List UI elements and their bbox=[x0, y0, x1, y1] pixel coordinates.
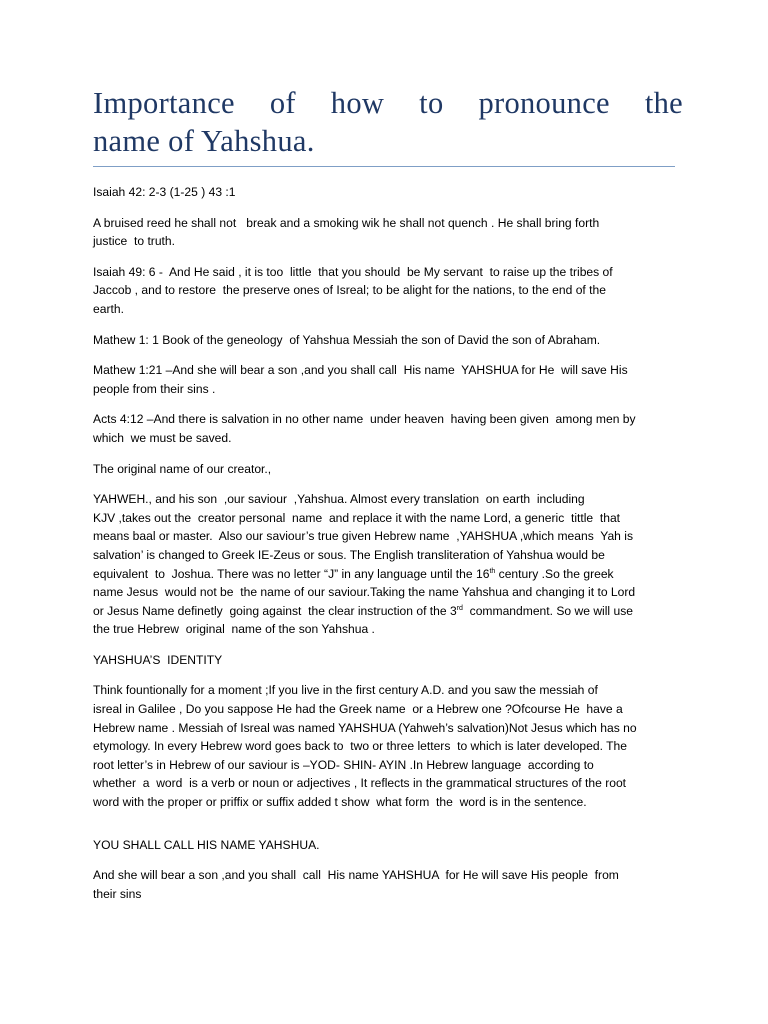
title-line-2: name of Yahshua. bbox=[93, 124, 315, 158]
paragraph-yahweh: YAHWEH., and his son ,our saviour ,Yahshua. Almost every translation on earth including KJV ,takes out the creator personal name and replace it with the name Lord, a generic tittle that means baal or master. Also our saviour’s true given Hebrew name ,YAHSHUA ,which means Yah is salvation’ is changed to Greek IE-Zeus or sous. The English transliteration of Yahshua would be equivalent to Joshua. There was no letter “J” in any language until the 16th century .So the greek name Jesus would not be the name of our saviour.Taking the name Yahshua and changing it to Lord or Jesus Name definetly going against the clear instruction of the 3rd commandment. So we will use the true Hebrew original name of the son Yahshua . bbox=[93, 492, 636, 637]
page-title bbox=[93, 84, 683, 160]
reference-isaiah-42: Isaiah 42: 2-3 (1-25 ) 43 :1 bbox=[93, 185, 236, 199]
title-underline-divider bbox=[93, 166, 675, 167]
section-heading-call-his-name: YOU SHALL CALL HIS NAME YAHSHUA. bbox=[93, 837, 320, 852]
paragraph-bruised-reed: A bruised reed he shall not break and a smoking wik he shall not quench . He shall bring forth justice to truth. bbox=[93, 215, 600, 249]
paragraph-mathew-1-21: Mathew 1:21 –And she will bear a son ,and you shall call His name YAHSHUA for He will save His people from their sins . bbox=[93, 363, 628, 396]
title-line-1: Importance of how to pronounce the bbox=[93, 86, 683, 120]
paragraph-mathew-1-1: Mathew 1: 1 Book of the geneology of Yahshua Messiah the son of David the son of Abraham. bbox=[93, 332, 601, 347]
paragraph-original-name: The original name of our creator., bbox=[93, 461, 272, 476]
section-heading-identity: YAHSHUA’S IDENTITY bbox=[93, 652, 223, 667]
paragraph-bear-a-son: And she will bear a son ,and you shall call His name YAHSHUA for He will save His people from their sins bbox=[93, 868, 619, 901]
paragraph-think-fountionally: Think fountionally for a moment ;If you live in the first century A.D. and you saw the messiah of isreal in Galilee , Do you sappose He had the Greek name or a Hebrew one ?Ofcourse He have a Hebrew name . Messiah of Isreal was named YAHSHUA (Yahweh’s salvation)Not Jesus which has no etymology. In every Hebrew word goes back to two or three letters to which is later developed. The root letter’s in Hebrew of our saviour is –YOD- SHIN- AYIN .In Hebrew language according to whether a word is a verb or noun or adjectives , It reflects in the grammatical structures of the root word with the proper or priffix or suffix added t show what form the word is in the sentence. bbox=[93, 683, 637, 810]
document-body bbox=[93, 183, 683, 915]
paragraph-acts-4-12: Acts 4:12 –And there is salvation in no other name under heaven having been given among men by which we must be saved. bbox=[93, 412, 636, 445]
paragraph-isaiah-49: Isaiah 49: 6 - And He said , it is too little that you should be My servant to raise up the tribes of Jaccob , and to restore the preserve ones of Isreal; to be alight for the nations, to the end of the earth. bbox=[93, 264, 613, 316]
